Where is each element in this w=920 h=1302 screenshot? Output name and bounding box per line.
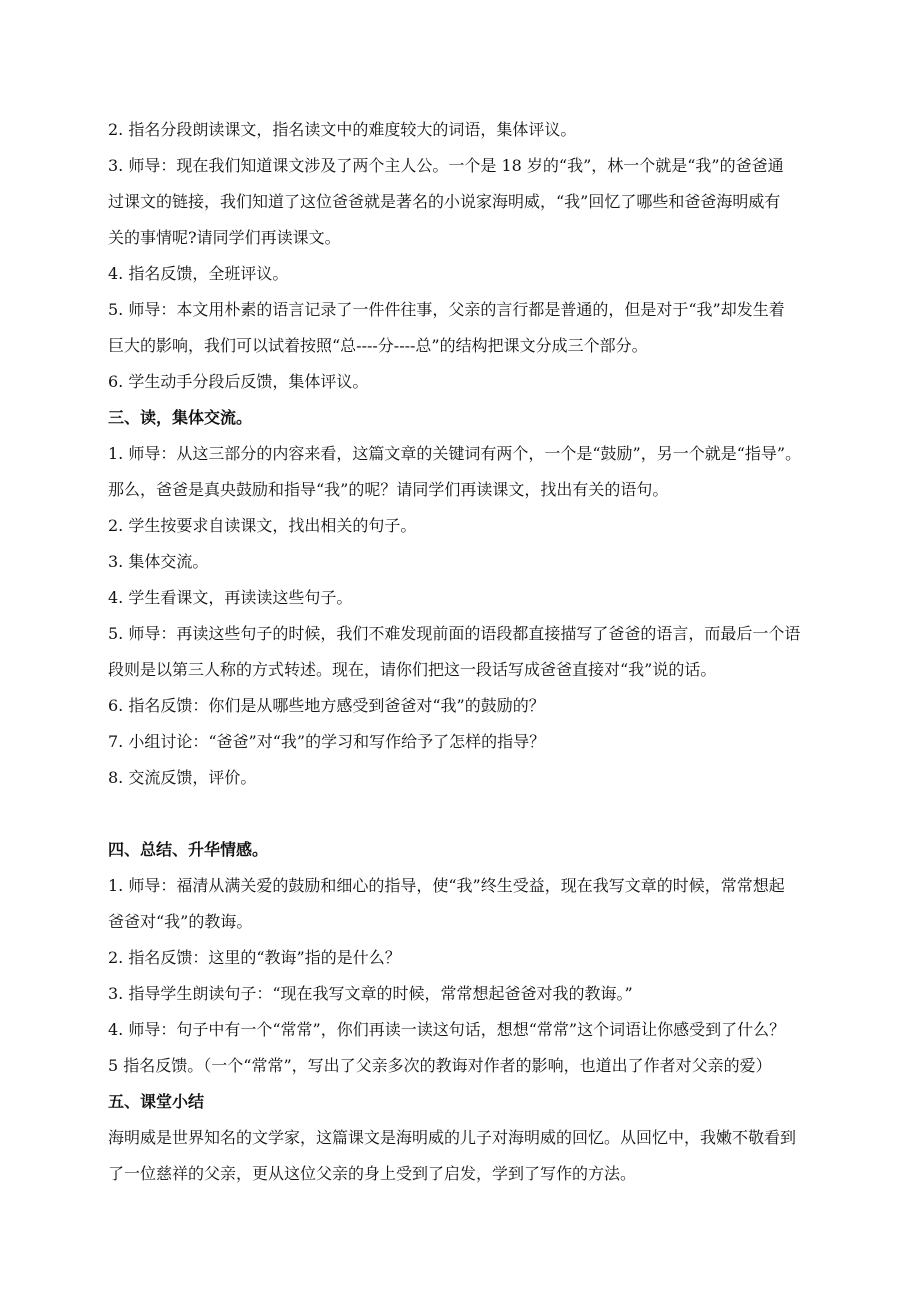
text-line: 2. 指名分段朗读课文，指名读文中的难度较大的词语，集体评议。 — [108, 120, 577, 139]
paragraph — [108, 292, 820, 364]
paragraph — [108, 1120, 820, 1192]
text-line: 6. 指名反馈：你们是从哪些地方感受到爸爸对“我”的鼓励的？ — [108, 696, 545, 715]
paragraph — [108, 976, 820, 1012]
paragraph — [108, 148, 820, 256]
text-line: 三、读，集体交流。 — [108, 408, 253, 427]
paragraph — [108, 508, 820, 544]
paragraph — [108, 868, 820, 940]
text-line: 2. 学生按要求自读课文，找出相关的句子。 — [108, 516, 417, 535]
text-line: 1. 师导：福清从满关爱的鼓励和细心的指导，使“我”终生受益，现在我写文章的时候，常常想起 — [108, 876, 785, 895]
text-line: 段则是以第三人称的方式转述。现在，请你们把这一段话写成爸爸直接对“我”说的话。 — [108, 660, 717, 679]
section-heading — [108, 1084, 820, 1120]
section-heading — [108, 400, 820, 436]
paragraph — [108, 1048, 820, 1084]
text-line: 爸爸对“我”的教诲。 — [108, 912, 253, 931]
paragraph — [108, 112, 820, 148]
paragraph — [108, 580, 820, 616]
text-line: 五、课堂小结 — [108, 1092, 205, 1111]
text-line: 3. 指导学生朗读句子：“现在我写文章的时候，常常想起爸爸对我的教诲。” — [108, 984, 633, 1003]
text-line: 6. 学生动手分段后反馈，集体评议。 — [108, 372, 369, 391]
paragraph — [108, 616, 820, 688]
paragraph — [108, 436, 820, 508]
paragraph — [108, 940, 820, 976]
text-line: 四、总结、升华情感。 — [108, 840, 269, 859]
document-body — [108, 112, 820, 1192]
text-line: 5. 师导：本文用朴素的语言记录了一件件往事，父亲的言行都是普通的，但是对于“我”却发生着 — [108, 300, 785, 319]
paragraph — [108, 256, 820, 292]
text-line: 关的事情呢?请同学们再读课文。 — [108, 228, 341, 247]
paragraph — [108, 724, 820, 760]
paragraph-spacer — [108, 796, 820, 832]
paragraph — [108, 688, 820, 724]
text-line: 5 指名反馈。（一个“常常”，写出了父亲多次的教诲对作者的影响，也道出了作者对父亲的爱） — [108, 1056, 772, 1075]
text-line: 3. 集体交流。 — [108, 552, 209, 571]
text-line: 8. 交流反馈，评价。 — [108, 768, 257, 787]
text-line: 7. 小组讨论：“爸爸”对“我”的学习和写作给予了怎样的指导？ — [108, 732, 546, 751]
text-line: 巨大的影响，我们可以试着按照“总----分----总”的结构把课文分成三个部分。 — [108, 336, 648, 355]
text-line: 1. 师导：从这三部分的内容来看，这篇文章的关键词有两个，一个是“鼓励”，另一个就是“指导”。 — [108, 444, 802, 463]
text-line: 过课文的链接，我们知道了这位爸爸就是著名的小说家海明威，“我”回忆了哪些和爸爸海明威有 — [108, 192, 781, 211]
text-line: 海明威是世界知名的文学家，这篇课文是海明威的儿子对海明威的回忆。从回忆中，我嫩不敬看到 — [108, 1128, 797, 1147]
text-line: 4. 师导：句子中有一个“常常”，你们再读一读这句话，想想“常常”这个词语让你感受到了什么？ — [108, 1020, 786, 1039]
paragraph — [108, 760, 820, 796]
text-line: 4. 学生看课文，再读读这些句子。 — [108, 588, 353, 607]
text-line: 那么，爸爸是真央鼓励和指导“我”的呢？请同学们再读课文，找出有关的语句。 — [108, 480, 669, 499]
text-line: 了一位慈祥的父亲，更从这位父亲的身上受到了启发，学到了写作的方法。 — [108, 1164, 637, 1183]
paragraph — [108, 1012, 820, 1048]
text-line: 4. 指名反馈，全班评议。 — [108, 264, 289, 283]
paragraph — [108, 544, 820, 580]
text-line: 5. 师导：再读这些句子的时候，我们不难发现前面的语段都直接描写了爸爸的语言，而最后一个语 — [108, 624, 801, 643]
text-line: 3. 师导：现在我们知道课文涉及了两个主人公。一个是 18 岁的“我”，林一个就是“我”的爸爸通 — [108, 156, 784, 175]
paragraph — [108, 364, 820, 400]
section-heading — [108, 832, 820, 868]
text-line: 2. 指名反馈：这里的“教诲”指的是什么？ — [108, 948, 401, 967]
